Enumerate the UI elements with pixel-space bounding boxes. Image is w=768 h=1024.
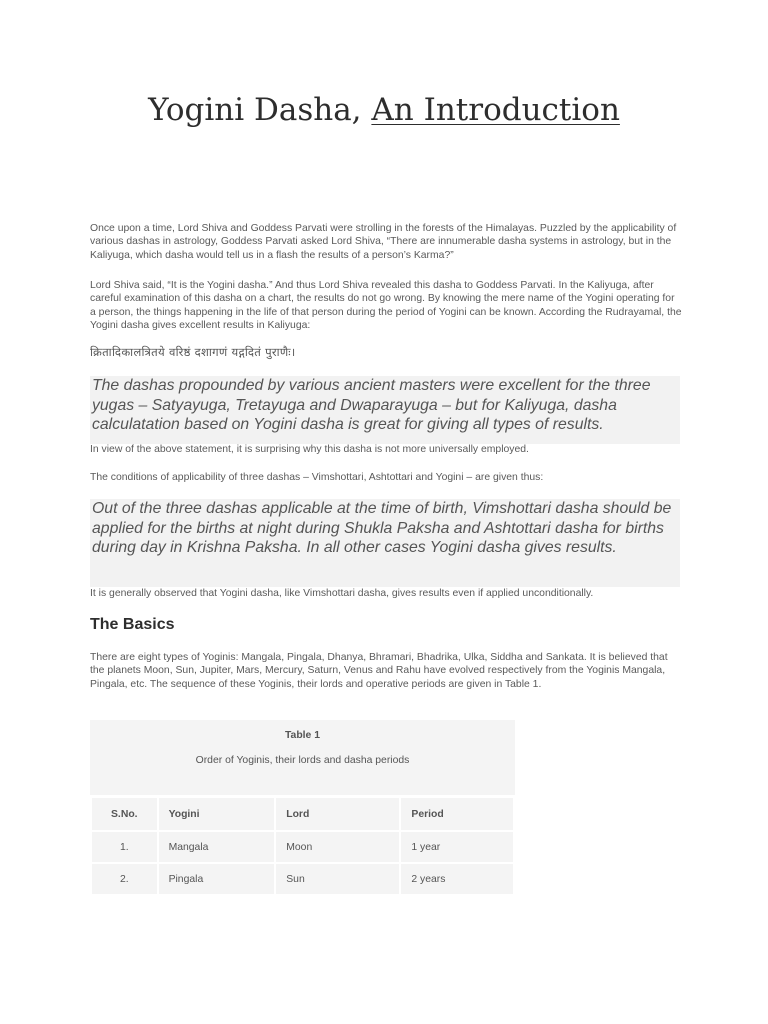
title-plain: Yogini Dasha, <box>148 92 372 128</box>
table-header-row <box>91 797 514 831</box>
cell-period: 1 year <box>400 831 514 863</box>
sanskrit-verse: क्रितादिकालत्रितये वरिष्ठं दशागणं यद्गदितं पुराणैः। <box>90 345 296 359</box>
page-title <box>0 92 768 128</box>
conditions-paragraph: The conditions of applicability of three dashas – Vimshottari, Ashtottari and Yogini – are given thus: <box>90 472 544 483</box>
header-sno: S.No. <box>91 797 158 831</box>
header-yogini: Yogini <box>158 797 276 831</box>
cell-sno: 1. <box>91 831 158 863</box>
table-grid <box>90 796 515 896</box>
table-subtitle: Order of Yoginis, their lords and dasha periods <box>195 755 410 766</box>
cell-period: 2 years <box>400 863 514 895</box>
yogini-table <box>90 720 515 896</box>
cell-lord: Sun <box>275 863 400 895</box>
table-title: Table 1 <box>284 730 321 741</box>
quote-block-1: The dashas propounded by various ancient masters were excellent for the three yugas – Satyayuga, Tretayuga and Dwaparayuga – but for Kaliyuga, dasha calculatation based on Yogini dasha is great for giving all types of results. <box>90 376 680 444</box>
table-caption <box>90 720 515 796</box>
intro-paragraph: Once upon a time, Lord Shiva and Goddess Parvati were strolling in the forests of the Himalayas. Puzzled by the applicability of various dashas in astrology, Goddess Parvati asked Lord Shiva, “There are innumerable dasha systems in astrology, but in the Kaliyuga, which dasha would tell us in a flash the results of a person’s Karma?” <box>90 223 677 261</box>
shiva-paragraph: Lord Shiva said, “It is the Yogini dasha.” And thus Lord Shiva revealed this dasha to Goddess Parvati. In the Kaliyuga, after careful examination of this dasha on a chart, the results do not go wrong. By knowing the mere name of the Yogini operating for a person, the things happening in the life of that person during the period of Yogini can be known. According the Rudrayamal, the Yogini dasha gives excellent results in Kaliyuga: <box>90 280 682 331</box>
cell-sno: 2. <box>91 863 158 895</box>
header-period: Period <box>400 797 514 831</box>
table-row <box>91 863 514 895</box>
cell-yogini: Mangala <box>158 831 276 863</box>
basics-paragraph: There are eight types of Yoginis: Mangala, Pingala, Dhanya, Bhramari, Bhadrika, Ulka, Siddha and Sankata. It is believed that the planets Moon, Sun, Jupiter, Mars, Mercury, Saturn, Venus and Rahu have evolved respectively from the Yoginis Mangala, Pingala, etc. The sequence of these Yoginis, their lords and operative periods are given in Table 1. <box>90 652 668 690</box>
quote-block-2: Out of the three dashas applicable at the time of birth, Vimshottari dasha should be applied for the births at night during Shukla Paksha and Ashtottari dasha for births during day in Krishna Paksha. In all other cases Yogini dasha gives results. <box>90 499 680 587</box>
view-paragraph: In view of the above statement, it is surprising why this dasha is not more universally employed. <box>90 444 529 455</box>
table-row <box>91 831 514 863</box>
observed-paragraph: It is generally observed that Yogini dasha, like Vimshottari dasha, gives results even if applied unconditionally. <box>90 588 594 599</box>
basics-heading: The Basics <box>90 616 175 633</box>
cell-lord: Moon <box>275 831 400 863</box>
cell-yogini: Pingala <box>158 863 276 895</box>
title-underlined: An Introduction <box>371 92 620 128</box>
header-lord: Lord <box>275 797 400 831</box>
